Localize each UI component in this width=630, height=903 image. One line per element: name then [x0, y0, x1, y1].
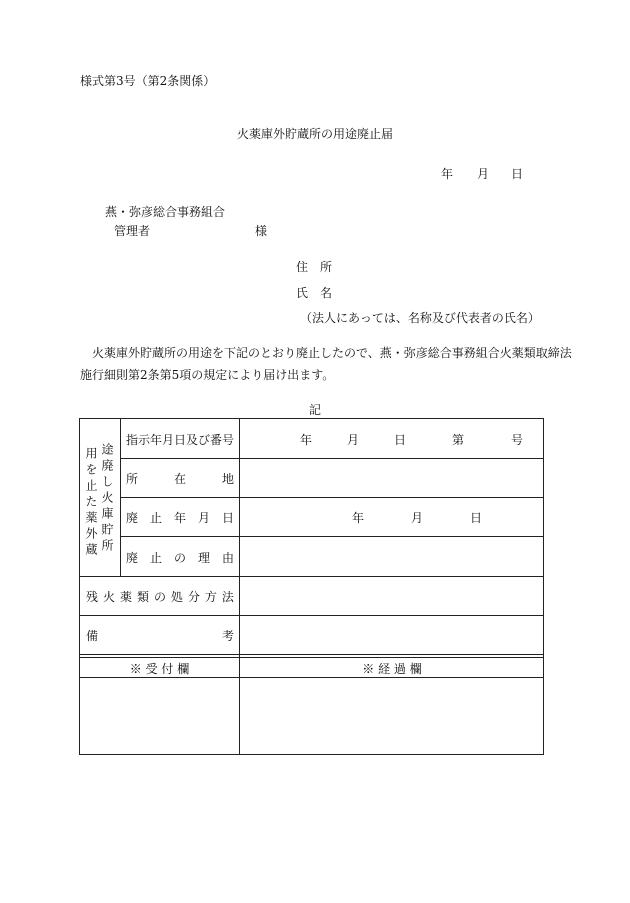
row5-char: 処: [170, 590, 183, 604]
row1-dai: 第: [452, 433, 465, 447]
recipient-org: 燕・弥彦総合事務組合: [105, 205, 226, 219]
row5-char: 類: [136, 590, 149, 604]
divider: [80, 654, 544, 655]
row1-month: 月: [347, 433, 360, 447]
row6-char: 考: [221, 629, 234, 643]
body-text-line1: 火薬庫外貯蔵所の用途を下記のとおり廃止したので、燕・弥彦総合事務組合火薬類取締法: [92, 346, 572, 360]
row3-year: 年: [352, 511, 365, 525]
row5-label: [86, 588, 234, 605]
row2-char: 所: [126, 472, 139, 486]
document-title: 火薬庫外貯蔵所の用途廃止届: [236, 127, 393, 141]
date-year: 年: [441, 167, 454, 181]
row5-char: 法: [221, 590, 234, 604]
row4-char: 廃: [126, 551, 139, 565]
divider: [80, 615, 544, 616]
row2-label: [126, 470, 234, 487]
row6-label: [86, 627, 234, 644]
receipt-header: ※ 受 付 欄: [129, 662, 190, 676]
divider: [239, 419, 240, 755]
row1-day: 日: [394, 433, 407, 447]
divider: [120, 536, 544, 537]
row3-label: [126, 509, 234, 526]
row5-char: 残: [86, 590, 99, 604]
row4-char: 由: [221, 551, 234, 565]
progress-header: ※ 経 過 欄: [362, 662, 422, 676]
row4-label: [126, 549, 234, 566]
row5-char: の: [153, 590, 166, 604]
row2-char: 地: [221, 472, 234, 486]
group-label-col1: 用を止た薬外蔵: [84, 447, 98, 559]
form-number: 様式第3号（第2条関係）: [80, 74, 216, 88]
applicant-name-label: 氏 名: [296, 286, 333, 300]
row4-char: 止: [149, 551, 162, 565]
recipient-honorific: 様: [255, 224, 268, 238]
applicant-note: （法人にあっては、名称及び代表者の氏名）: [300, 311, 540, 325]
divider: [120, 497, 544, 498]
row5-char: 薬: [119, 590, 132, 604]
row3-char: 廃: [126, 511, 139, 525]
row5-char: 分: [187, 590, 200, 604]
row6-char: 備: [86, 629, 99, 643]
row5-char: 方: [204, 590, 217, 604]
row1-label: 指示年月日及び番号: [126, 433, 235, 447]
divider: [120, 458, 544, 459]
form-table: [79, 418, 544, 755]
date-month: 月: [477, 167, 490, 181]
row2-char: 在: [173, 472, 186, 486]
date-day: 日: [511, 167, 524, 181]
row4-char: 理: [197, 551, 210, 565]
row4-char: の: [173, 551, 186, 565]
ki-heading: 記: [308, 403, 321, 417]
divider: [80, 576, 544, 577]
row3-char: 年: [173, 511, 186, 525]
group-label-col2: 途廃し火庫貯所: [100, 443, 114, 555]
divider: [80, 657, 544, 658]
row1-year: 年: [300, 433, 313, 447]
row3-char: 月: [197, 511, 210, 525]
row3-month: 月: [411, 511, 424, 525]
divider: [80, 677, 544, 678]
body-text-line2: 施行細則第2条第5項の規定により届け出ます。: [80, 368, 335, 382]
row5-char: 火: [102, 590, 115, 604]
row3-day: 日: [470, 511, 483, 525]
row3-char: 日: [221, 511, 234, 525]
row1-go: 号: [511, 433, 524, 447]
applicant-address-label: 住 所: [296, 260, 333, 274]
row3-char: 止: [149, 511, 162, 525]
recipient-role: 管理者: [114, 224, 151, 238]
